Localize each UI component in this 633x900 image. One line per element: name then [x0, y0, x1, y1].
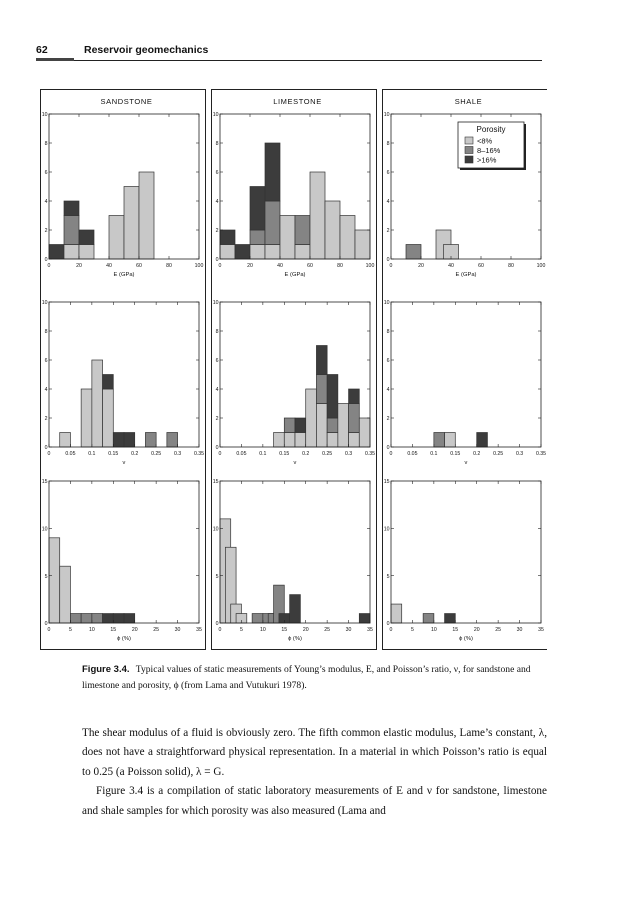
x-tick-label-limestone-row2-1: 0.05 [236, 451, 247, 457]
bar-limestone-row2-bin6-low [327, 433, 338, 448]
y-tick-label-limestone-row1-0: 0 [215, 257, 219, 264]
x-axis-label-limestone-row2: ν [293, 460, 297, 466]
x-tick-label-sandstone-row2-0: 0 [47, 451, 51, 457]
x-tick-label-shale-row1-0: 0 [389, 263, 393, 269]
x-tick-label-limestone-row2-3: 0.15 [279, 451, 290, 457]
y-tick-label-limestone-row1-4: 8 [215, 141, 219, 148]
x-tick-label-limestone-row3-3: 15 [281, 627, 288, 633]
bar-sandstone-row3-bin5-mid [92, 614, 103, 623]
y-tick-label-shale-row3-0: 0 [386, 621, 390, 628]
plot-frame-sandstone-row3 [49, 481, 199, 623]
bar-limestone-row2-bin2-low [284, 433, 295, 448]
figure-caption [82, 662, 547, 694]
x-tick-label-shale-row2-6: 0.3 [515, 451, 524, 457]
bar-shale-row2-bin3-high [477, 433, 488, 448]
bar-shale-row3-bin2-mid [423, 614, 434, 623]
y-tick-label-sandstone-row2-0: 0 [44, 445, 48, 452]
x-tick-label-shale-row3-1: 5 [410, 627, 414, 633]
bar-limestone-row2-bin8-high [349, 389, 360, 404]
bar-limestone-row1-bin4-low [265, 245, 280, 260]
x-tick-label-limestone-row1-0: 0 [218, 263, 222, 269]
y-tick-label-shale-row1-3: 6 [386, 170, 390, 177]
y-tick-label-shale-row3-1: 5 [386, 573, 390, 580]
bar-sandstone-row2-bin6-high [124, 433, 135, 448]
x-tick-label-limestone-row2-6: 0.3 [344, 451, 353, 457]
plot-frame-shale-row2 [391, 302, 541, 447]
x-tick-label-sandstone-row3-5: 25 [153, 627, 160, 633]
bar-sandstone-row3-bin3-mid [70, 614, 81, 623]
y-tick-label-sandstone-row2-3: 6 [44, 358, 48, 365]
bar-limestone-row2-bin8-mid [349, 404, 360, 433]
bar-limestone-row1-bin1-high [220, 230, 235, 245]
y-tick-label-shale-row2-2: 4 [386, 387, 390, 394]
bar-sandstone-row2-bin5-high [113, 433, 124, 448]
bar-limestone-row1-bin4-high [265, 143, 280, 201]
y-tick-label-limestone-row2-1: 2 [215, 416, 219, 423]
y-tick-label-sandstone-row3-0: 0 [44, 621, 48, 628]
histogram-grid [40, 89, 547, 650]
y-tick-label-sandstone-row2-2: 4 [44, 387, 48, 394]
x-tick-label-limestone-row3-1: 5 [239, 627, 243, 633]
x-tick-label-sandstone-row3-3: 15 [110, 627, 117, 633]
x-axis-label-limestone-row3: ϕ (%) [288, 636, 302, 642]
x-tick-label-limestone-row1-2: 40 [277, 263, 283, 269]
bar-sandstone-row1-bin2-mid [64, 216, 79, 245]
x-tick-label-sandstone-row3-0: 0 [47, 627, 51, 633]
y-tick-label-sandstone-row2-1: 2 [44, 416, 48, 423]
column-title-shale: SHALE [454, 97, 483, 106]
bar-limestone-row1-bin2-high [235, 245, 250, 260]
legend-swatch-2 [465, 147, 473, 154]
x-tick-label-shale-row2-1: 0.05 [407, 451, 418, 457]
x-tick-label-shale-row2-0: 0 [389, 451, 393, 457]
bar-sandstone-row3-bin4-mid [81, 614, 92, 623]
bar-limestone-row2-bin2-mid [284, 418, 295, 433]
x-tick-label-limestone-row1-4: 80 [337, 263, 343, 269]
column-frame-sandstone [41, 90, 206, 650]
x-axis-label-sandstone-row3: ϕ (%) [117, 636, 131, 642]
y-tick-label-shale-row1-0: 0 [386, 257, 390, 264]
bar-limestone-row1-bin9-low [340, 216, 355, 260]
x-tick-label-sandstone-row2-4: 0.2 [131, 451, 139, 457]
x-tick-label-shale-row1-1: 20 [418, 263, 424, 269]
x-tick-label-sandstone-row2-7: 0.35 [193, 451, 205, 457]
bar-limestone-row1-bin6-mid [295, 216, 310, 245]
bar-limestone-row1-bin6-low [295, 245, 310, 260]
y-tick-label-shale-row2-1: 2 [386, 416, 390, 423]
figure-3-4 [40, 89, 547, 650]
legend-label-3: >16% [477, 155, 497, 165]
y-tick-label-limestone-row2-2: 4 [215, 387, 219, 394]
x-axis-label-shale-row1: E (GPa) [455, 272, 477, 278]
x-tick-label-limestone-row2-5: 0.25 [322, 451, 333, 457]
bar-limestone-row2-bin1-low [274, 433, 285, 448]
bar-shale-row1-bin1-mid [406, 245, 421, 260]
bar-limestone-row2-bin6-high [327, 375, 338, 419]
x-tick-label-shale-row3-7: 35 [538, 627, 544, 633]
bar-shale-row2-bin1-mid [434, 433, 445, 448]
x-tick-label-sandstone-row1-3: 60 [136, 263, 142, 269]
x-tick-label-sandstone-row1-5: 100 [194, 263, 204, 269]
x-tick-label-limestone-row3-0: 0 [218, 627, 222, 633]
x-axis-label-shale-row3: ϕ (%) [459, 636, 473, 642]
bar-sandstone-row1-bin5-low [124, 187, 139, 260]
y-tick-label-sandstone-row1-5: 10 [41, 112, 48, 119]
y-tick-label-sandstone-row3-1: 5 [44, 573, 48, 580]
y-tick-label-limestone-row1-5: 10 [212, 112, 219, 119]
bar-sandstone-row3-bin6-high [103, 614, 114, 623]
y-tick-label-limestone-row2-4: 8 [215, 329, 219, 336]
bar-shale-row3-bin1-low [391, 604, 402, 623]
bar-limestone-row1-bin5-low [280, 216, 295, 260]
x-tick-label-sandstone-row3-2: 10 [88, 627, 95, 633]
y-tick-label-shale-row1-1: 2 [386, 228, 390, 235]
running-title: Reservoir geomechanics [84, 44, 209, 56]
bar-sandstone-row2-bin7-mid [145, 433, 156, 448]
legend-title: Porosity [476, 125, 506, 134]
bar-limestone-row1-bin3-high [250, 187, 265, 231]
plot-frame-shale-row3 [391, 481, 541, 623]
y-tick-label-shale-row1-4: 8 [386, 141, 390, 148]
x-tick-label-shale-row1-2: 40 [448, 263, 454, 269]
x-tick-label-sandstone-row1-2: 40 [106, 263, 112, 269]
x-tick-label-sandstone-row3-7: 35 [196, 627, 202, 633]
x-tick-label-shale-row1-5: 100 [536, 263, 546, 269]
bar-sandstone-row1-bin3-high [79, 230, 94, 245]
x-tick-label-limestone-row1-5: 100 [365, 263, 375, 269]
bar-sandstone-row1-bin6-low [139, 172, 154, 259]
x-tick-label-shale-row2-4: 0.2 [473, 451, 481, 457]
x-tick-label-sandstone-row2-5: 0.25 [151, 451, 162, 457]
bar-sandstone-row2-bin4-high [103, 375, 114, 390]
y-tick-label-limestone-row1-3: 6 [215, 170, 219, 177]
bar-limestone-row2-bin5-mid [316, 375, 327, 404]
y-tick-label-limestone-row2-3: 6 [215, 358, 219, 365]
x-tick-label-limestone-row2-4: 0.2 [302, 451, 310, 457]
paragraph-2: Figure 3.4 is a compilation of static laboratory measurements of E and ν for sandstone, limestone and shale samples for which porosity was also measured (Lama and [82, 785, 547, 817]
bar-sandstone-row3-bin1-low [49, 538, 60, 623]
bar-sandstone-row1-bin4-low [109, 216, 124, 260]
x-tick-label-limestone-row2-7: 0.35 [364, 451, 376, 457]
y-tick-label-shale-row2-3: 6 [386, 358, 390, 365]
y-tick-label-shale-row2-5: 10 [383, 300, 390, 307]
bar-limestone-row2-bin6-mid [327, 418, 338, 433]
paragraph-1: The shear modulus of a fluid is obviously zero. The fifth common elastic modulus, Lame’s constant, λ, does not have a straightforward physical representation. In a material in which Poisson’s ratio is equal to 0.25 (a Poisson solid), λ = G. [82, 727, 547, 778]
bar-limestone-row3-bin5-mid [252, 614, 263, 623]
bar-sandstone-row2-bin2-low [81, 389, 92, 447]
x-tick-label-sandstone-row2-6: 0.3 [173, 451, 182, 457]
bar-limestone-row1-bin3-low [250, 245, 265, 260]
bar-limestone-row3-bin11-high [359, 614, 370, 623]
column-frame-shale [383, 90, 548, 650]
x-tick-label-shale-row1-3: 60 [478, 263, 484, 269]
x-tick-label-limestone-row3-4: 20 [302, 627, 309, 633]
x-tick-label-shale-row3-2: 10 [430, 627, 437, 633]
bar-sandstone-row3-bin7-high [113, 614, 124, 623]
x-tick-label-sandstone-row3-1: 5 [68, 627, 72, 633]
bar-sandstone-row2-bin8-mid [167, 433, 178, 448]
y-tick-label-sandstone-row3-2: 10 [41, 526, 48, 533]
bar-sandstone-row2-bin4-low [103, 389, 114, 447]
bar-sandstone-row2-bin3-low [92, 360, 103, 447]
plot-frame-sandstone-row2 [49, 302, 199, 447]
x-axis-label-sandstone-row1: E (GPa) [113, 272, 135, 278]
x-tick-label-limestone-row3-7: 35 [367, 627, 373, 633]
x-axis-label-limestone-row1: E (GPa) [284, 272, 306, 278]
y-tick-label-sandstone-row1-3: 6 [44, 170, 48, 177]
x-tick-label-sandstone-row1-4: 80 [166, 263, 172, 269]
bar-sandstone-row1-bin1-high [49, 245, 64, 260]
y-tick-label-limestone-row1-1: 2 [215, 228, 219, 235]
y-tick-label-sandstone-row2-4: 8 [44, 329, 48, 336]
x-tick-label-limestone-row3-6: 30 [345, 627, 352, 633]
x-tick-label-shale-row3-6: 30 [516, 627, 523, 633]
x-tick-label-shale-row3-5: 25 [495, 627, 502, 633]
legend-swatch-1 [465, 137, 473, 144]
bar-limestone-row1-bin10-low [355, 230, 370, 259]
y-tick-label-limestone-row3-3: 15 [212, 479, 219, 486]
body-text [82, 724, 547, 821]
x-tick-label-shale-row2-2: 0.1 [430, 451, 438, 457]
x-tick-label-sandstone-row1-0: 0 [47, 263, 51, 269]
y-tick-label-shale-row3-3: 15 [383, 479, 390, 486]
bar-limestone-row2-bin5-high [316, 346, 327, 375]
x-tick-label-shale-row2-7: 0.35 [535, 451, 547, 457]
x-tick-label-sandstone-row3-6: 30 [174, 627, 181, 633]
bar-limestone-row2-bin3-high [295, 418, 306, 433]
x-tick-label-shale-row3-0: 0 [389, 627, 393, 633]
y-tick-label-limestone-row3-0: 0 [215, 621, 219, 628]
y-tick-label-shale-row1-5: 10 [383, 112, 390, 119]
column-title-limestone: LIMESTONE [273, 97, 322, 106]
y-tick-label-limestone-row3-2: 10 [212, 526, 219, 533]
bar-limestone-row1-bin7-low [310, 172, 325, 259]
bar-sandstone-row1-bin2-high [64, 201, 79, 216]
y-tick-label-sandstone-row1-0: 0 [44, 257, 48, 264]
bar-sandstone-row2-bin1-low [60, 433, 71, 448]
bar-sandstone-row3-bin8-high [124, 614, 135, 623]
y-tick-label-limestone-row2-5: 10 [212, 300, 219, 307]
bar-shale-row3-bin3-high [445, 614, 456, 623]
y-tick-label-shale-row2-4: 8 [386, 329, 390, 336]
bar-limestone-row2-bin3-low [295, 433, 306, 448]
bar-limestone-row1-bin1-low [220, 245, 235, 260]
x-tick-label-shale-row2-3: 0.15 [450, 451, 461, 457]
legend-label-2: 8–16% [477, 146, 501, 155]
y-tick-label-sandstone-row1-4: 8 [44, 141, 48, 148]
x-tick-label-sandstone-row2-1: 0.05 [65, 451, 76, 457]
x-tick-label-sandstone-row3-4: 20 [131, 627, 138, 633]
x-tick-label-limestone-row2-2: 0.1 [259, 451, 267, 457]
x-tick-label-limestone-row3-2: 10 [259, 627, 266, 633]
y-tick-label-shale-row2-0: 0 [386, 445, 390, 452]
bar-limestone-row1-bin8-low [325, 201, 340, 259]
x-tick-label-shale-row3-3: 15 [452, 627, 459, 633]
x-tick-label-sandstone-row2-3: 0.15 [108, 451, 119, 457]
bar-shale-row2-bin2-low [445, 433, 456, 448]
caption-label: Figure 3.4. [82, 664, 130, 675]
bar-limestone-row1-bin3-mid [250, 230, 265, 245]
x-tick-label-shale-row3-4: 20 [473, 627, 480, 633]
x-tick-label-limestone-row1-3: 60 [307, 263, 313, 269]
x-tick-label-limestone-row3-5: 25 [324, 627, 331, 633]
column-title-sandstone: SANDSTONE [100, 97, 153, 106]
x-tick-label-sandstone-row2-2: 0.1 [88, 451, 96, 457]
y-tick-label-limestone-row3-1: 5 [215, 573, 219, 580]
bar-limestone-row2-bin9-low [359, 418, 370, 447]
bar-limestone-row2-bin7-low [338, 404, 349, 448]
bar-limestone-row2-bin5-low [316, 404, 327, 448]
bar-sandstone-row1-bin3-low [79, 245, 94, 260]
y-tick-label-sandstone-row2-5: 10 [41, 300, 48, 307]
header-bar [36, 58, 74, 61]
x-tick-label-shale-row1-4: 80 [508, 263, 514, 269]
y-tick-label-limestone-row1-2: 4 [215, 199, 219, 206]
x-axis-label-sandstone-row2: ν [122, 460, 126, 466]
x-tick-label-shale-row2-5: 0.25 [493, 451, 504, 457]
bar-sandstone-row3-bin2-low [60, 566, 71, 623]
y-tick-label-sandstone-row1-2: 4 [44, 199, 48, 206]
y-tick-label-sandstone-row1-1: 2 [44, 228, 48, 235]
header-rule [74, 60, 542, 61]
bar-limestone-row3-bin10-high [290, 595, 301, 623]
x-tick-label-limestone-row2-0: 0 [218, 451, 222, 457]
y-tick-label-sandstone-row3-3: 15 [41, 479, 48, 486]
caption-text: Typical values of static measurements of Young’s modulus, E, and Poisson’s ratio, ν, for sandstone and limestone and porosity, ϕ (from Lama and Vutukuri 1978). [82, 664, 531, 691]
legend-swatch-3 [465, 156, 473, 163]
x-tick-label-sandstone-row1-1: 20 [76, 263, 82, 269]
legend-label-1: <8% [477, 136, 493, 146]
x-tick-label-limestone-row1-1: 20 [247, 263, 253, 269]
y-tick-label-shale-row3-2: 10 [383, 526, 390, 533]
bar-limestone-row2-bin8-low [349, 433, 360, 448]
bar-limestone-row1-bin4-mid [265, 201, 280, 245]
y-tick-label-shale-row1-2: 4 [386, 199, 390, 206]
bar-limestone-row2-bin4-low [306, 389, 317, 447]
x-axis-label-shale-row2: ν [464, 460, 468, 466]
page-number: 62 [36, 44, 48, 56]
bar-sandstone-row1-bin2-low [64, 245, 79, 260]
y-tick-label-limestone-row2-0: 0 [215, 445, 219, 452]
